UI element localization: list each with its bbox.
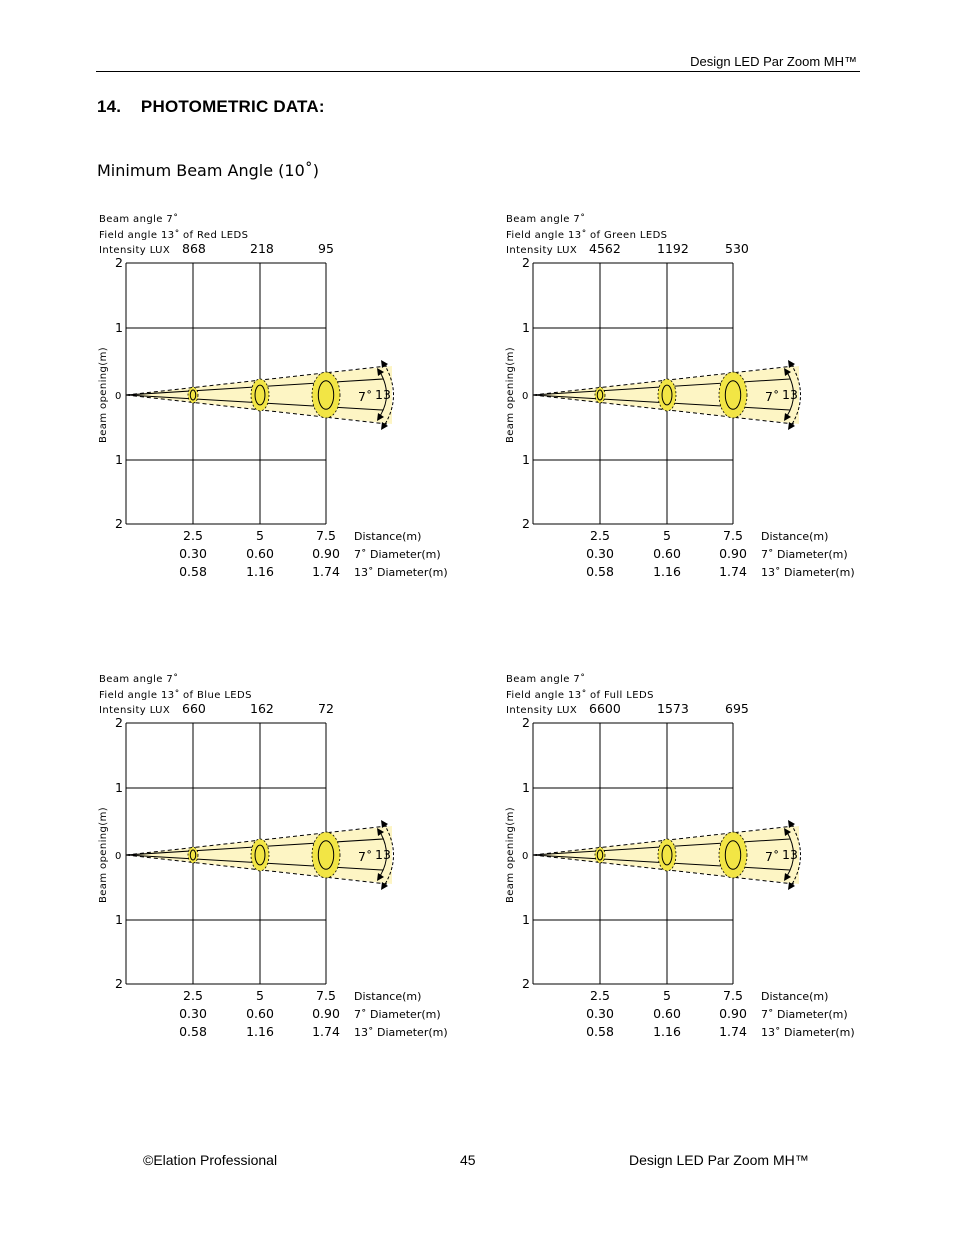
diameter-7-value: 0.60 — [653, 1006, 681, 1021]
field-angle-label: Field angle 13˚ — [99, 690, 180, 701]
y-axis-label: Beam opening(m) — [98, 346, 109, 444]
running-header: Design LED Par Zoom MH™ — [690, 54, 857, 69]
led-color-label: of Full LEDS — [590, 690, 654, 701]
diameter-13-label: 13˚ Diameter(m) — [354, 1026, 448, 1039]
y-tick-label: 0 — [115, 851, 122, 862]
distance-value: 2.5 — [590, 988, 610, 1003]
y-axis-label: Beam opening(m) — [505, 806, 516, 904]
y-tick-label: 0 — [115, 391, 122, 402]
photometric-panel-4 — [504, 668, 884, 1048]
beam-angle-label: Beam angle 7˚ — [99, 214, 179, 225]
y-tick-label: 1 — [115, 320, 123, 335]
beam-angle-value: 7˚ — [358, 849, 373, 864]
distance-value: 7.5 — [723, 528, 743, 543]
diameter-13-value: 1.16 — [653, 564, 681, 579]
diameter-13-label: 13˚ Diameter(m) — [761, 566, 855, 579]
lux-value: 530 — [725, 241, 749, 256]
field-spot — [658, 839, 676, 871]
y-tick-label: 1 — [522, 780, 530, 795]
diameter-13-value: 1.16 — [246, 1024, 274, 1039]
diameter-7-value: 0.60 — [246, 546, 274, 561]
diameter-13-value: 1.74 — [719, 1024, 747, 1039]
y-tick-label: 2 — [522, 255, 530, 270]
y-axis-label: Beam opening(m) — [505, 346, 516, 444]
footer-right: Design LED Par Zoom MH™ — [629, 1152, 809, 1168]
field-spot — [188, 387, 198, 403]
distance-value: 7.5 — [316, 988, 336, 1003]
distance-value: 2.5 — [183, 528, 203, 543]
y-axis-label: Beam opening(m) — [98, 806, 109, 904]
distance-label: Distance(m) — [761, 530, 829, 543]
diameter-13-value: 0.58 — [179, 1024, 207, 1039]
distance-value: 2.5 — [590, 528, 610, 543]
diameter-7-label: 7˚ Diameter(m) — [761, 548, 848, 561]
field-spot — [312, 832, 340, 878]
field-spot — [719, 832, 747, 878]
beam-angle-value: 7˚ — [765, 389, 780, 404]
diameter-7-value: 0.90 — [719, 1006, 747, 1021]
diameter-13-value: 1.16 — [653, 1024, 681, 1039]
diameter-7-value: 0.90 — [312, 546, 340, 561]
lux-value: 95 — [318, 241, 334, 256]
y-tick-label: 2 — [115, 255, 123, 270]
diameter-7-value: 0.60 — [653, 546, 681, 561]
field-angle-label: Field angle 13˚ — [506, 690, 587, 701]
diameter-13-value: 1.74 — [719, 564, 747, 579]
y-tick-label: 1 — [522, 452, 530, 467]
lux-value: 218 — [250, 241, 274, 256]
led-color-label: of Green LEDS — [590, 230, 668, 241]
y-tick-label: 1 — [522, 320, 530, 335]
y-tick-label: 0 — [522, 391, 529, 402]
beam-angle-label: Beam angle 7˚ — [99, 674, 179, 685]
beam-angle-value: 7˚ — [358, 389, 373, 404]
distance-value: 5 — [256, 988, 264, 1003]
diameter-13-label: 13˚ Diameter(m) — [354, 566, 448, 579]
diameter-7-value: 0.30 — [179, 1006, 207, 1021]
y-tick-label: 0 — [522, 851, 529, 862]
y-tick-label: 1 — [115, 912, 123, 927]
y-tick-label: 2 — [522, 976, 530, 991]
diameter-7-label: 7˚ Diameter(m) — [354, 548, 441, 561]
diameter-7-value: 0.90 — [312, 1006, 340, 1021]
section-title: 14. PHOTOMETRIC DATA: — [97, 97, 325, 116]
led-color-label: of Blue LEDS — [183, 690, 252, 701]
field-spot — [658, 379, 676, 411]
diameter-13-value: 0.58 — [179, 564, 207, 579]
diameter-7-label: 7˚ Diameter(m) — [761, 1008, 848, 1021]
diameter-13-value: 1.74 — [312, 1024, 340, 1039]
diameter-13-value: 0.58 — [586, 1024, 614, 1039]
y-tick-label: 1 — [115, 452, 123, 467]
subtitle: Minimum Beam Angle (10˚) — [97, 161, 319, 180]
diameter-13-value: 1.74 — [312, 564, 340, 579]
distance-value: 7.5 — [723, 988, 743, 1003]
diameter-7-value: 0.30 — [586, 546, 614, 561]
led-color-label: of Red LEDS — [183, 230, 249, 241]
lux-value: 72 — [318, 701, 334, 716]
diameter-7-value: 0.30 — [179, 546, 207, 561]
y-tick-label: 2 — [522, 715, 530, 730]
header-rule — [96, 71, 860, 72]
photometric-panel-3 — [97, 668, 477, 1048]
diameter-13-label: 13˚ Diameter(m) — [761, 1026, 855, 1039]
photometric-diagram — [504, 208, 874, 588]
distance-value: 2.5 — [183, 988, 203, 1003]
field-angle-label: Field angle 13˚ — [99, 230, 180, 241]
lux-value: 6600 — [589, 701, 621, 716]
beam-angle-label: Beam angle 7˚ — [506, 674, 586, 685]
distance-label: Distance(m) — [354, 530, 422, 543]
lux-value: 1573 — [657, 701, 689, 716]
field-angle-label: Field angle 13˚ — [506, 230, 587, 241]
y-tick-label: 2 — [115, 516, 123, 531]
lux-value: 695 — [725, 701, 749, 716]
y-tick-label: 2 — [522, 516, 530, 531]
intensity-label: Intensity LUX — [99, 245, 171, 256]
beam-angle-value: 7˚ — [765, 849, 780, 864]
diameter-13-value: 0.58 — [586, 564, 614, 579]
diameter-13-value: 1.16 — [246, 564, 274, 579]
footer-page-number: 45 — [460, 1152, 476, 1168]
field-spot — [251, 379, 269, 411]
diameter-7-value: 0.90 — [719, 546, 747, 561]
field-angle-value: 13 — [375, 387, 391, 402]
lux-value: 1192 — [657, 241, 689, 256]
beam-angle-label: Beam angle 7˚ — [506, 214, 586, 225]
field-spot — [595, 847, 605, 863]
field-spot — [251, 839, 269, 871]
photometric-diagram — [504, 668, 874, 1048]
field-angle-value: 13 — [375, 847, 391, 862]
distance-value: 5 — [663, 988, 671, 1003]
footer-left: ©Elation Professional — [143, 1152, 278, 1168]
photometric-panel-1 — [97, 208, 477, 588]
distance-label: Distance(m) — [761, 990, 829, 1003]
y-tick-label: 2 — [115, 976, 123, 991]
field-spot — [188, 847, 198, 863]
intensity-label: Intensity LUX — [506, 245, 578, 256]
field-spot — [719, 372, 747, 418]
photometric-diagram — [97, 208, 467, 588]
field-spot — [312, 372, 340, 418]
lux-value: 162 — [250, 701, 274, 716]
field-spot — [595, 387, 605, 403]
y-tick-label: 1 — [522, 912, 530, 927]
lux-value: 4562 — [589, 241, 621, 256]
distance-value: 5 — [256, 528, 264, 543]
distance-value: 7.5 — [316, 528, 336, 543]
diameter-7-value: 0.60 — [246, 1006, 274, 1021]
intensity-label: Intensity LUX — [506, 705, 578, 716]
diameter-7-label: 7˚ Diameter(m) — [354, 1008, 441, 1021]
field-angle-value: 13 — [782, 847, 798, 862]
intensity-label: Intensity LUX — [99, 705, 171, 716]
field-angle-value: 13 — [782, 387, 798, 402]
y-tick-label: 2 — [115, 715, 123, 730]
diameter-7-value: 0.30 — [586, 1006, 614, 1021]
lux-value: 868 — [182, 241, 206, 256]
lux-value: 660 — [182, 701, 206, 716]
photometric-diagram — [97, 668, 467, 1048]
distance-value: 5 — [663, 528, 671, 543]
y-tick-label: 1 — [115, 780, 123, 795]
photometric-panel-2 — [504, 208, 884, 588]
distance-label: Distance(m) — [354, 990, 422, 1003]
